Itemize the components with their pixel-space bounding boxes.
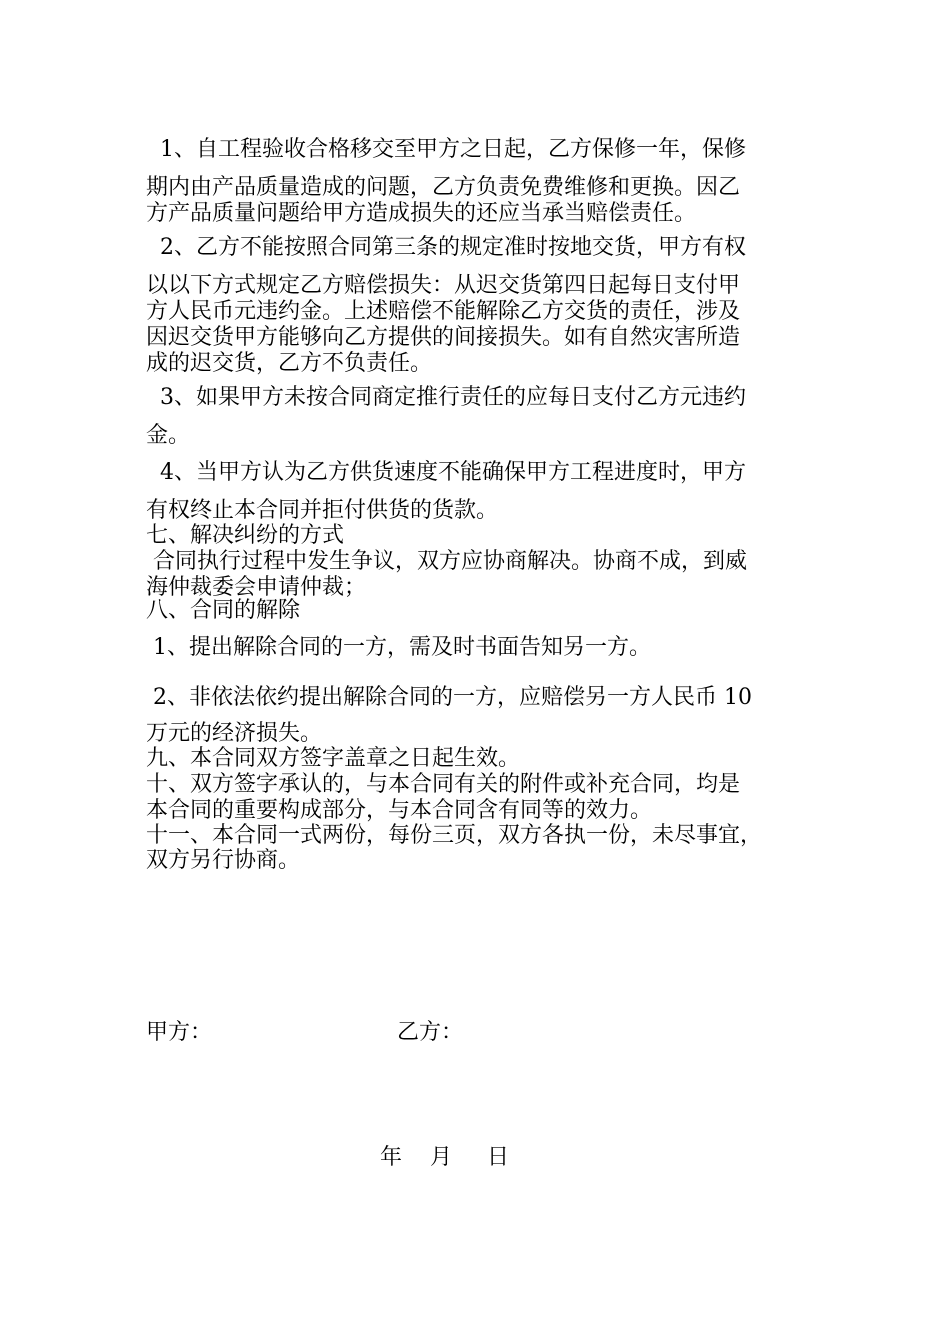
section-8-heading: 八、合同的解除	[146, 598, 301, 623]
clause-2-line-2: 以以下方式规定乙方赔偿损失：从迟交货第四日起每日支付甲	[146, 273, 741, 298]
clause-1-line-2: 期内由产品质量造成的问题，乙方负责免费维修和更换。因乙	[146, 175, 741, 200]
section-11-line-1: 十一、本合同一式两份，每份三页，双方各执一份，未尽事宜，	[146, 823, 763, 848]
clause-2-line-5: 成的迟交货，乙方不负责任。	[146, 351, 433, 376]
party-b-signature-label: 乙方：	[397, 1020, 464, 1045]
signature-date: 年 月 日	[380, 1145, 509, 1170]
section-10-line-1: 十、双方签字承认的，与本合同有关的附件或补充合同，均是	[146, 772, 741, 797]
section-10-line-2: 本合同的重要构成部分，与本合同含有同等的效力。	[146, 798, 653, 823]
section-9: 九、本合同双方签字盖章之日起生效。	[146, 746, 521, 771]
clause-1-line-3: 方产品质量问题给甲方造成损失的还应当承当赔偿责任。	[146, 201, 697, 226]
clause-3-line-2: 金。	[146, 423, 191, 448]
party-a-signature-label: 甲方：	[146, 1020, 213, 1045]
section-7-line-2: 海仲裁委会申请仲裁；	[146, 575, 367, 600]
clause-4-line-1: 4、当甲方认为乙方供货速度不能确保甲方工程进度时，甲方	[146, 460, 746, 485]
clause-2-line-3: 方人民币元违约金。上述赔偿不能解除乙方交货的责任，涉及	[146, 299, 741, 324]
clause-1-line-1: 1、自工程验收合格移交至甲方之日起，乙方保修一年，保修	[146, 137, 746, 162]
section-8-item-1: 1、提出解除合同的一方，需及时书面告知另一方。	[146, 635, 651, 660]
clause-3-line-1: 3、如果甲方未按合同商定推行责任的应每日支付乙方元违约	[146, 385, 746, 410]
section-8-item-2-line-2: 万元的经济损失。	[146, 721, 323, 746]
section-8-item-2-line-1: 2、非依法依约提出解除合同的一方，应赔偿另一方人民币 10	[146, 685, 752, 710]
clause-4-line-2: 有权终止本合同并拒付供货的货款。	[146, 498, 499, 523]
clause-2-line-1: 2、乙方不能按照合同第三条的规定准时按地交货，甲方有权	[146, 235, 746, 260]
section-11-line-2: 双方另行协商。	[146, 848, 301, 873]
section-7-line-1: 合同执行过程中发生争议，双方应协商解决。协商不成，到威	[146, 549, 747, 574]
section-7-heading: 七、解决纠纷的方式	[146, 523, 345, 548]
clause-2-line-4: 因迟交货甲方能够向乙方提供的间接损失。如有自然灾害所造	[146, 325, 741, 350]
